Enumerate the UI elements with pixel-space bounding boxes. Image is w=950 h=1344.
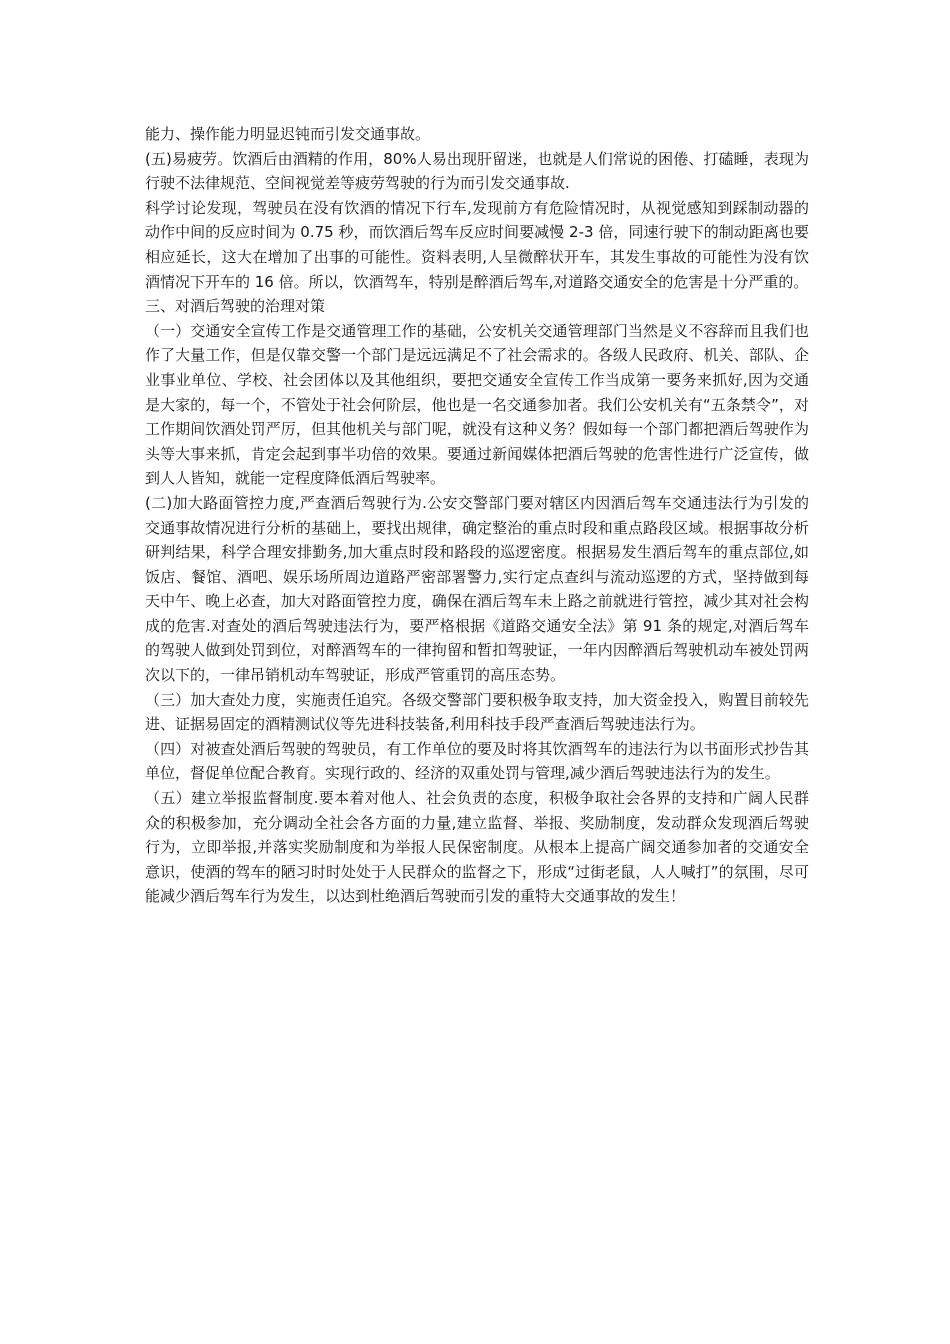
paragraph-measure-3: （三）加大查处力度，实施责任追究。各级交警部门要积极争取支持，加大资金投入，购置目前较先进、证据易固定的酒精测试仪等先进科技装备,利用科技手段严查酒后驾驶违法行为。 bbox=[145, 690, 809, 734]
paragraph-fatigue: (五)易疲劳。饮酒后由酒精的作用，80%人易出现肝留迷，也就是人们常说的困倦、打磕睡，表现为行驶不法律规范、空间视觉差等疲劳驾驶的行为而引发交通事故. bbox=[145, 149, 809, 193]
paragraph-measure-1: （一）交通安全宣传工作是交通管理工作的基础，公安机关交通管理部门当然是义不容辞而且我们也作了大量工作，但是仅靠交警一个部门是远远满足不了社会需求的。各级人民政府、机关、部队、企业事业单位、学校、社会团体以及其他组织，要把交通安全宣传工作当成第一要务来抓好,因为交通是大家的，每一个，不管处于社会何阶层，他也是一名交通参加者。我们公安机关有“五条禁令”，对工作期间饮酒处罚严厉，但其他机关与部门呢，就没有这种义务？假如每一个部门都把酒后驾驶作为头等大事来抓，肯定会起到事半功倍的效果。要通过新闻媒体把酒后驾驶的危害性进行广泛宣传，做到人人皆知，就能一定程度降低酒后驾驶率。 bbox=[145, 321, 809, 488]
paragraph-measure-5: （五）建立举报监督制度.要本着对他人、社会负责的态度，积极争取社会各界的支持和广阔人民群众的积极参加，充分调动全社会各方面的力量,建立监督、举报、奖励制度，发动群众发现酒后驾驶行为，立即举报,并落实奖励制度和为举报人民保密制度。从根本上提高广阔交通参加者的交通安全意识，使酒的驾车的陋习时时处处于人民群众的监督之下，形成“过街老鼠，人人喊打”的氛围，尽可能减少酒后驾车行为发生，以达到杜绝酒后驾驶而引发的重特大交通事故的发生！ bbox=[145, 789, 809, 906]
paragraph-measure-4: （四）对被查处酒后驾驶的驾驶员，有工作单位的要及时将其饮酒驾车的违法行为以书面形式抄告其单位，督促单位配合教育。实现行政的、经济的双重处罚与管理,减少酒后驾驶违法行为的发生。 bbox=[145, 739, 809, 783]
paragraph-research: 科学讨论发现，驾驶员在没有饮酒的情况下行车,发现前方有危险情况时，从视觉感知到踩制动器的动作中间的反应时间为 0.75 秒，而饮酒后驾车反应时间要减慢 2-3 倍，同速行驶下的制动距离也要相应延长，这大在增加了出事的可能性。资料表明,人呈微醉状开车，其发生事故的可能性为没有饮酒情况下开车的 16 倍。所以，饮酒驾车，特别是醉酒后驾车,对道路交通安全的危害是十分严重的。 bbox=[145, 198, 809, 291]
document-body bbox=[145, 122, 809, 909]
paragraph-continuation: 能力、操作能力明显迟钝而引发交通事故。 bbox=[145, 125, 431, 143]
paragraph-measure-2: (二)加大路面管控力度,严查酒后驾驶行为.公安交警部门要对辖区内因酒后驾车交通违法行为引发的交通事故情况进行分析的基础上，要找出规律，确定整治的重点时段和重点路段区域。根据事故分析研判结果，科学合理安排勤务,加大重点时段和路段的巡逻密度。根据易发生酒后驾车的重点部位,如饭店、餐馆、酒吧、娱乐场所周边道路严密部署警力,实行定点查纠与流动巡逻的方式，坚持做到每天中午、晚上必查，加大对路面管控力度，确保在酒后驾车未上路之前就进行管控，减少其对社会构成的危害.对查处的酒后驾驶违法行为，要严格根据《道路交通安全法》第 91 条的规定,对酒后驾车的驾驶人做到处罚到位，对醉酒驾车的一律拘留和暂扣驾驶证，一年内因醉酒后驾驶机动车被处罚两次以下的，一律吊销机动车驾驶证，形成严管重罚的高压态势。 bbox=[145, 493, 809, 685]
section-heading: 三、对酒后驾驶的治理对策 bbox=[145, 297, 326, 316]
